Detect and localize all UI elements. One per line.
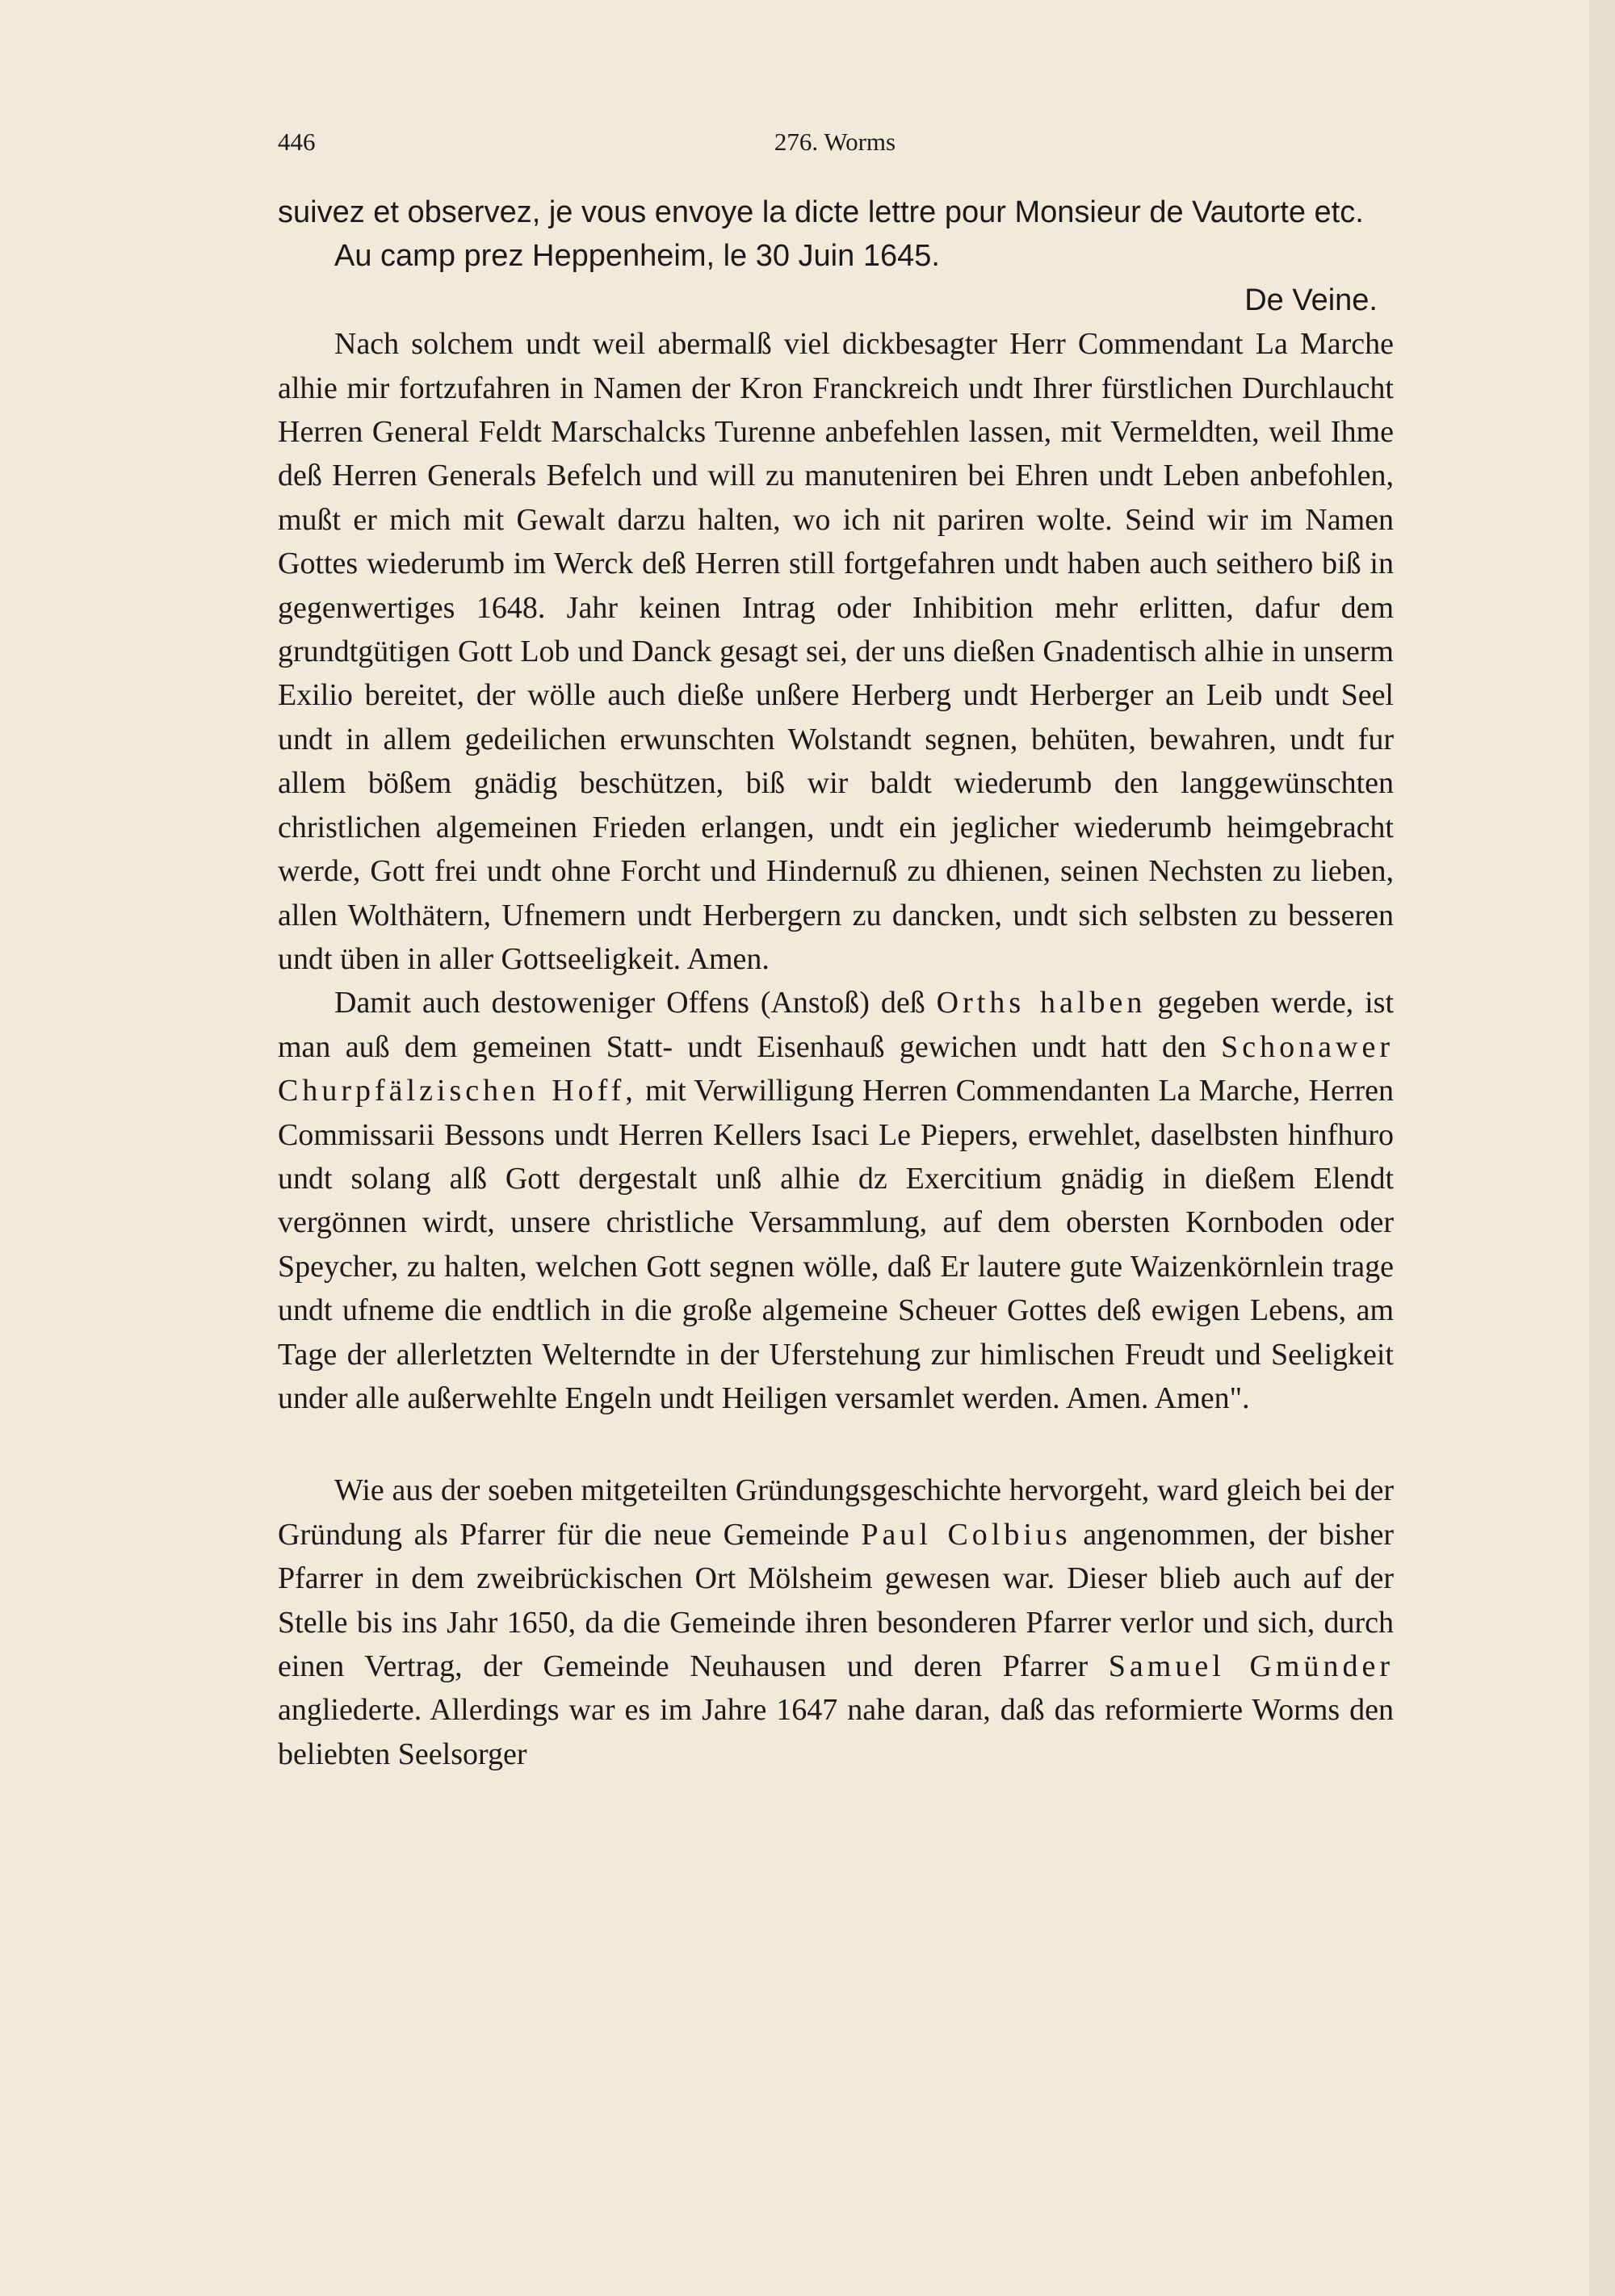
paragraph-2-part-c: mit Verwilligung Herren Commendanten La Marche, Herren Commissarii Bessons undt Herren Kellers Isaci Le Piepers, erwehlet, daselbsten hinfhuro undt solang alß Gott dergestalt unß alhie dz Exercitium gnädig in dießem Elendt vergönnen wirdt, unsere christliche Versammlung, auf dem obersten Kornboden oder Speycher, zu halten, welchen Gott segnen wölle, daß Er lautere gute Waizenkörnlein trage undt ufneme die endtlich in die große algemeine Scheuer Gottes deß ewigen Lebens, am Tage der allerletzten Welterndte in der Uferstehung zur himlischen Freudt und Seeligkeit under alle außerwehlte Engeln undt Heiligen versamlet werden. Amen. Amen". <box>278 1074 1394 1415</box>
page-edge <box>1589 0 1615 2296</box>
page-number: 446 <box>278 128 316 156</box>
paragraph-2-hof: Schonawer Churpfälzischen Hoff, <box>278 1029 1395 1108</box>
paragraph-3-gmuender: Samuel Gmünder <box>1108 1649 1394 1683</box>
paragraph-1: Nach solchem undt weil abermalß viel dickbesagter Herr Commendant La Marche alhie mir fortzufahren in Namen der Kron Franckreich undt Ihrer fürstlichen Durchlaucht Herren General Feldt Marschalcks Turenne anbefehlen lassen, mit Vermeldten, weil Ihme deß Herren Generals Befelch und will zu manuteniren bei Ehren undt Leben anbefohlen, mußt er mich mit Gewalt darzu halten, wo ich nit pariren wolte. Seind wir im Namen Gottes wiederumb im Werck deß Herren still fortgefahren undt haben auch seithero biß in gegenwertiges 1648. Jahr keinen Intrag oder Inhibition mehr erlitten, dafur dem grundtgütigen Gott Lob und Danck gesagt sei, der uns dießen Gnadentisch alhie in unserm Exilio bereitet, der wölle auch dieße unßere Herberg undt Herberger an Leib undt Seel undt in allem gedeilichen erwunschten Wolstandt segnen, behüten, bewahren, undt fur allem bößem gnädig beschützen, biß wir baldt wiederumb den langgewünschten christlichen algemeinen Frieden erlangen, undt ein jeglicher wiederumb heimgebracht werde, Gott frei undt ohne Forcht und Hindernuß zu dhienen, seinen Nechsten zu lieben, allen Wolthätern, Ufnemern undt Herbergern zu dancken, undt sich selbsten zu besseren undt üben in aller Gottseeligkeit. Amen. <box>278 327 1394 976</box>
letter-closing: suivez et observez, je vous envoye la dicte lettre pour Monsieur de Vautorte etc. <box>278 195 1364 229</box>
letter-signature: De Veine. <box>1244 283 1378 317</box>
page-header <box>278 128 1392 163</box>
paragraph-2-part-a: Damit auch destoweniger Offens (Anstoß) deß <box>334 986 925 1020</box>
paragraph-3-part-a: Wie aus der soeben mitgeteilten Gründungsgeschichte hervorgeht, ward gleich bei der Gründung als Pfarrer für die neue Gemeinde <box>278 1473 1394 1552</box>
paragraph-2-part-b: gegeben werde, ist man auß dem gemeinen Statt- undt Eisenhauß gewichen undt hatt den <box>278 986 1395 1064</box>
paragraph-2 <box>278 981 1394 1420</box>
paragraph-3 <box>278 1469 1394 1776</box>
paragraph-3-part-c: angliederte. Allerdings war es im Jahre 1647 nahe daran, daß das reformierte Worms den beliebten Seelsorger <box>278 1693 1394 1771</box>
paragraph-3-part-b: angenommen, der bisher Pfarrer in dem zweibrückischen Ort Mölsheim gewesen war. Dieser blieb auch auf der Stelle bis ins Jahr 1650, da die Gemeinde ihren besonderen Pfarrer verlor und sich, durch einen Vertrag, der Gemeinde Neuhausen und deren Pfarrer <box>278 1517 1395 1683</box>
section-gap <box>278 1420 1394 1469</box>
body-text <box>278 191 1394 1776</box>
letter-place-date: Au camp prez Heppenheim, le 30 Juin 1645. <box>334 239 940 274</box>
running-head: 276. Worms <box>774 128 896 156</box>
paragraph-2-orths: Orths halben <box>936 986 1147 1020</box>
paragraph-3-colbius: Paul Colbius <box>861 1517 1072 1552</box>
